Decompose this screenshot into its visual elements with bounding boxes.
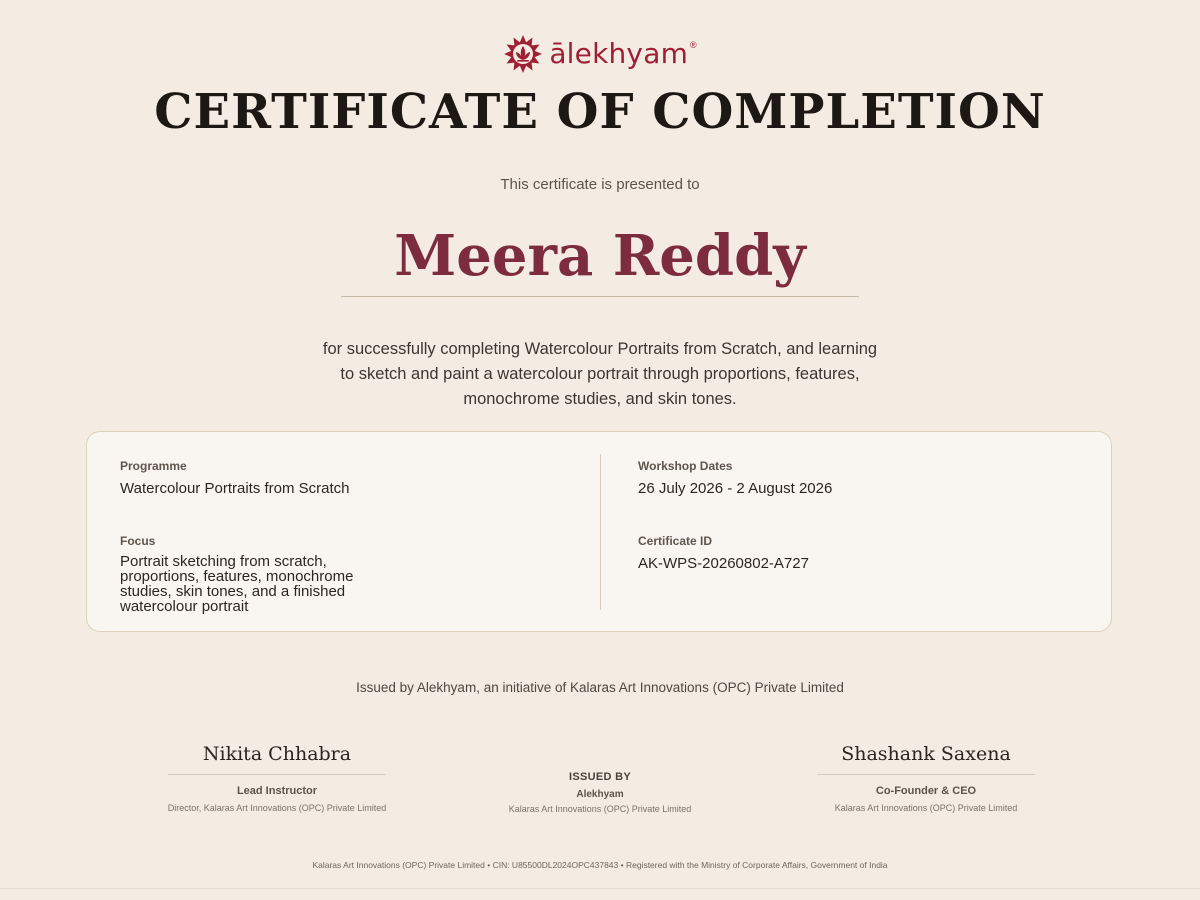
- certificate-id-label: Certificate ID: [638, 534, 713, 548]
- lotus-emblem-icon: [503, 34, 543, 74]
- signatory-right: [806, 740, 1046, 814]
- signature-line: [168, 774, 386, 775]
- focus-value: Portrait sketching from scratch, proportions, features, monochrome studies, skin tones, and a finished watercolour portrait: [120, 553, 354, 615]
- legal-footer: Kalaras Art Innovations (OPC) Private Limited • CIN: U85500DL2024OPC437843 • Registered with the Ministry of Corporate Affairs, Government of India: [312, 860, 888, 870]
- recipient-name: Meera Reddy: [394, 223, 806, 289]
- details-divider: [600, 454, 601, 610]
- programme-value: Watercolour Portraits from Scratch: [120, 480, 350, 497]
- signatory-left: [157, 740, 397, 814]
- signatory-role: Lead Instructor: [236, 785, 318, 797]
- signatory-role: Co-Founder & CEO: [875, 785, 977, 797]
- programme-field: [120, 458, 380, 497]
- brand-name: ālekhyam: [549, 37, 689, 70]
- completion-description: for successfully completing Watercolour Portraits from Scratch, and learning to sketch and paint a watercolour portrait through proportions, features, monochrome studies, and skin tones.: [322, 340, 878, 408]
- issued-by-statement: Issued by Alekhyam, an initiative of Kalaras Art Innovations (OPC) Private Limited: [356, 680, 844, 695]
- workshop-dates-label: Workshop Dates: [638, 459, 733, 473]
- details-card: [86, 431, 1112, 632]
- name-underline: [341, 296, 859, 297]
- issued-by-label: ISSUED BY: [569, 771, 631, 783]
- certificate-id-field: [638, 533, 898, 572]
- brand-logo: [0, 32, 1200, 76]
- issuer-block: [450, 770, 750, 815]
- signatory-org: Director, Kalaras Art Innovations (OPC) Private Limited: [167, 803, 387, 813]
- signatory-org: Kalaras Art Innovations (OPC) Private Limited: [834, 803, 1018, 813]
- footer-divider: [0, 888, 1200, 889]
- signatory-name: Nikita Chhabra: [202, 743, 352, 765]
- workshop-dates-value: 26 July 2026 - 2 August 2026: [638, 480, 833, 497]
- workshop-dates-field: [638, 458, 898, 497]
- certificate-title: CERTIFICATE OF COMPLETION: [154, 84, 1046, 140]
- focus-field: [120, 533, 380, 614]
- certificate-id-value: AK-WPS-20260802-A727: [638, 555, 809, 572]
- programme-label: Programme: [120, 459, 187, 473]
- signature-line: [817, 774, 1035, 775]
- focus-label: Focus: [120, 534, 156, 548]
- issuer-name: Alekhyam: [576, 789, 624, 800]
- issuer-org: Kalaras Art Innovations (OPC) Private Limited: [508, 804, 692, 814]
- signatory-name: Shashank Saxena: [841, 743, 1011, 765]
- registered-mark: ®: [690, 40, 697, 50]
- presented-to-label: This certificate is presented to: [500, 176, 700, 193]
